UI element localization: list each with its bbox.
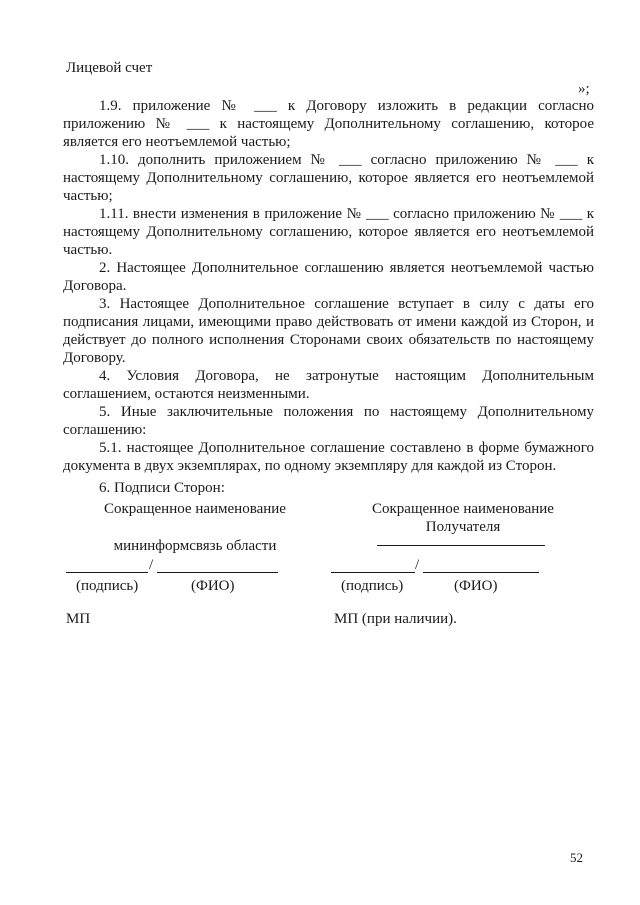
account-label: Лицевой счет [66, 60, 153, 76]
right-stamp: МП (при наличии). [334, 611, 457, 627]
p4-line-2: соглашением, остаются неизменными. [63, 386, 310, 402]
p3-line-3: действует до полного исполнения Сторонами своих обязательств по настоящему [63, 332, 594, 348]
left-org-name: мининформсвязь области [113, 538, 277, 554]
p3-line-1: 3. Настоящее Дополнительное соглашение вступает в силу с даты его [99, 296, 594, 312]
p2-line-1: 2. Настоящее Дополнительное соглашению является неотъемлемой частью [99, 260, 594, 276]
p5-1-line-1: 5.1. настоящее Дополнительное соглашение составлено в форме бумажного [99, 440, 594, 456]
quote-end: »; [578, 81, 590, 97]
right-signature-line [331, 572, 415, 573]
right-signature-caption: (подпись) [341, 578, 404, 594]
right-fio-caption: (ФИО) [454, 578, 498, 594]
left-slash: / [149, 557, 154, 573]
left-org-label: Сокращенное наименование [104, 501, 286, 517]
p3-line-2: подписания лицами, имеющими право действовать от имени каждой из Сторон, и [63, 314, 594, 330]
p1-10-line-2: настоящему Дополнительному соглашению, которое является его неотъемлемой [63, 170, 594, 186]
right-fio-line [423, 572, 539, 573]
left-fio-caption: (ФИО) [191, 578, 235, 594]
p1-11-line-2: настоящему Дополнительному соглашению, которое является его неотъемлемой [63, 224, 594, 240]
p4-line-1: 4. Условия Договора, не затронутые настоящим Дополнительным [99, 368, 594, 384]
left-fio-line [157, 572, 278, 573]
p1-10-line-3: частью; [63, 188, 113, 204]
p5-1-line-2: документа в двух экземплярах, по одному экземпляру для каждой из Сторон. [63, 458, 557, 474]
p1-9-line-2: приложению № ___ к настоящему Дополнительному соглашению, которое [63, 116, 594, 132]
p5-line-2: соглашению: [63, 422, 147, 438]
p1-9-line-1: 1.9. приложение № ___ к Договору изложить в редакции согласно [99, 98, 594, 114]
p1-11-line-3: частью. [63, 242, 113, 258]
right-org-label-line-2: Получателя [425, 519, 501, 535]
p5-line-1: 5. Иные заключительные положения по настоящему Дополнительному [99, 404, 594, 420]
p3-line-4: Договору. [63, 350, 126, 366]
left-signature-caption: (подпись) [76, 578, 139, 594]
right-slash: / [415, 557, 420, 573]
left-signature-line [66, 572, 148, 573]
right-org-label-line-1: Сокращенное наименование [372, 501, 554, 517]
p2-line-2: Договора. [63, 278, 127, 294]
p1-10-line-1: 1.10. дополнить приложением № ___ согласно приложению № ___ к [99, 152, 594, 168]
page-number: 52 [570, 850, 583, 865]
right-org-name-line [377, 545, 545, 546]
p1-9-line-3: является его неотъемлемой частью; [63, 134, 291, 150]
left-stamp: МП [66, 611, 91, 627]
signatures-heading: 6. Подписи Сторон: [99, 480, 225, 496]
p1-11-line-1: 1.11. внести изменения в приложение № ___ согласно приложению № ___ к [99, 206, 594, 222]
